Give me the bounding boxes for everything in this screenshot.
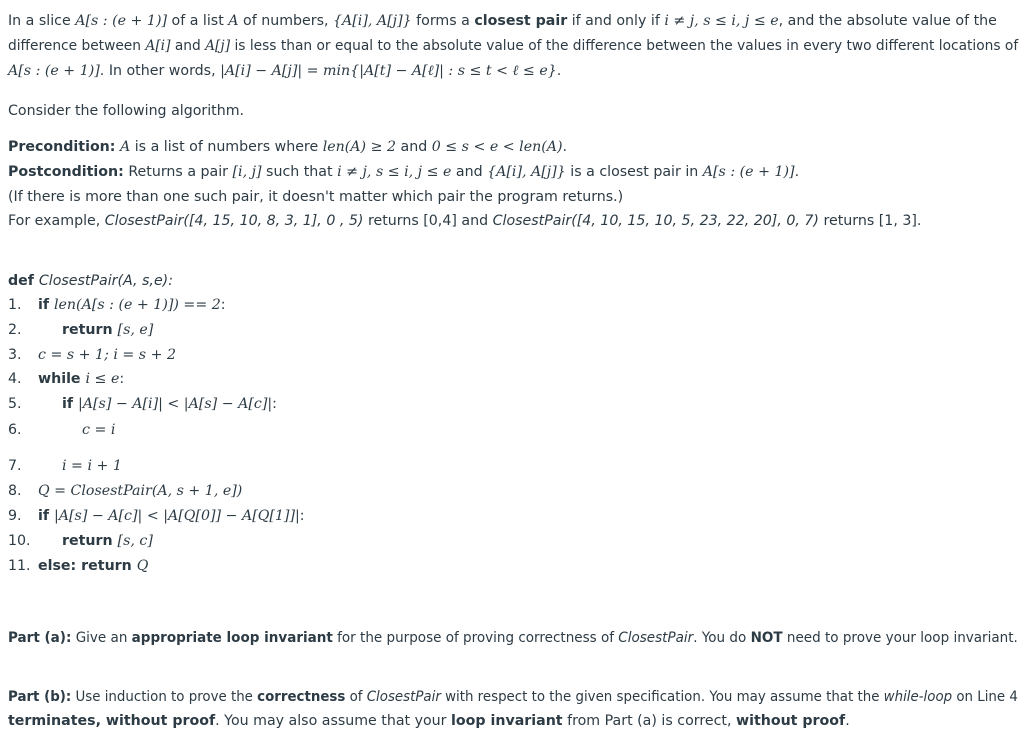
postcondition-label: Postcondition: [8, 164, 124, 180]
part-b-line-1: Part (b): Use induction to prove the correctness of ClosestPair with respect to the given specification. You may assume that the while-loop on Line 4 [8, 689, 1018, 705]
definition-line-3: A[s : (e + 1)]. In other words, |A[i] − A[j]| = min{|A[t] − A[ℓ]| : s ≤ t < ℓ ≤ e}. [8, 63, 562, 79]
code-line-8: 8. Q = ClosestPair(A, s + 1, e]) [8, 483, 243, 499]
code-line-3: 3. c = s + 1; i = s + 2 [8, 347, 177, 363]
part-b-label: Part (b): [8, 689, 72, 705]
code-line-11: 11. else: return Q [8, 558, 149, 574]
definition-line-2: difference between A[i] and A[j] is less than or equal to the absolute value of the difference between the values in every two different locations of [8, 38, 1019, 54]
code-line-9: 9. if |A[s] − A[c]| < |A[Q[0]] − A[Q[1]]|: [8, 508, 305, 524]
code-line-2: 2. return [s, e] [8, 322, 154, 338]
part-b-line-2: terminates, without proof. You may also assume that your loop invariant from Part (a) is correct, without proof. [8, 713, 850, 729]
precondition-label: Precondition: [8, 139, 116, 155]
closest-pair-term: closest pair [474, 13, 568, 29]
code-line-5: 5. if |A[s] − A[i]| < |A[s] − A[c]|: [8, 396, 277, 412]
note-text: (If there is more than one such pair, it doesn't matter which pair the program returns.) [8, 189, 624, 205]
code-line-1: 1. if len(A[s : (e + 1)]) == 2: [8, 297, 226, 313]
consider-text: Consider the following algorithm. [8, 103, 245, 119]
precondition: Precondition: A is a list of numbers where len(A) ≥ 2 and 0 ≤ s < e < len(A). [8, 139, 568, 155]
code-line-4: 4. while i ≤ e: [8, 371, 125, 387]
part-a: Part (a): Give an appropriate loop invariant for the purpose of proving correctness of ClosestPair. You do NOT need to prove your loop invariant. [8, 630, 1018, 646]
part-a-label: Part (a): [8, 630, 72, 646]
postcondition: Postcondition: Returns a pair [i, j] such that i ≠ j, s ≤ i, j ≤ e and {A[i], A[j]} is a closest pair in A[s : (e + 1)]. [8, 164, 800, 180]
code-def-line: def ClosestPair(A, s,e): [8, 273, 173, 289]
code-line-6: 6. c = i [8, 422, 116, 438]
definition-line-1: In a slice A[s : (e + 1)] of a list A of numbers, {A[i], A[j]} forms a closest pair if and only if i ≠ j, s ≤ i, j ≤ e, and the absolute value of the [8, 13, 997, 29]
example-text: For example, ClosestPair([4, 15, 10, 8, 3, 1], 0 , 5) returns [0,4] and ClosestPair([4, 10, 15, 10, 5, 23, 22, 20], 0, 7) returns [1, 3]. [8, 213, 922, 229]
code-line-10: 10. return [s, c] [8, 533, 153, 549]
code-line-7: 7. i = i + 1 [8, 458, 122, 474]
